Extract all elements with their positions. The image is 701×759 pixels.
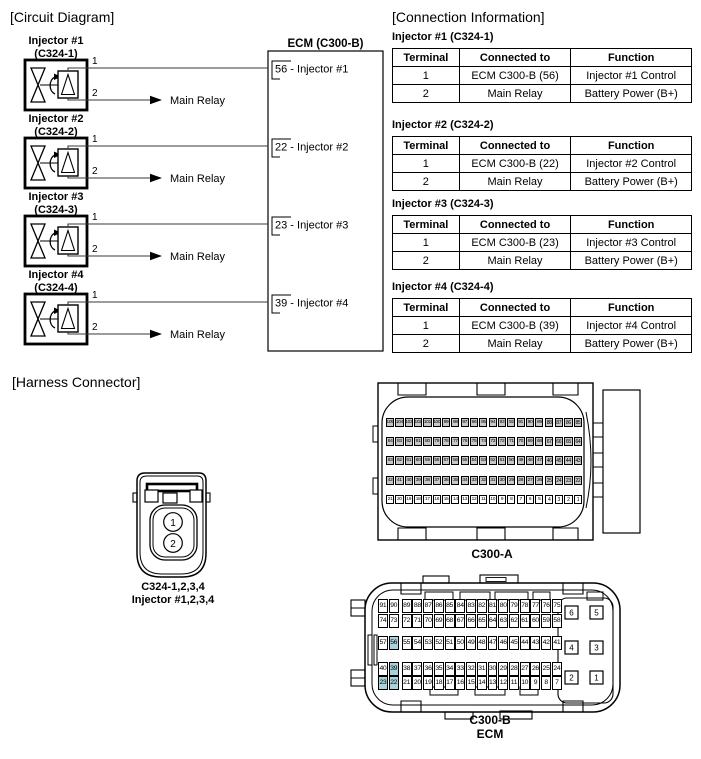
pin-22: 22 [389, 676, 399, 690]
pin-35: 35 [453, 478, 458, 483]
pin-72: 72 [499, 439, 505, 444]
pin-47: 47 [488, 636, 498, 650]
main-relay-label: Main Relay [170, 329, 226, 341]
cell-connected-to: Main Relay [459, 252, 571, 270]
pin-71: 71 [508, 439, 514, 444]
pin-105: 105 [386, 420, 394, 425]
pin-2: 2 [564, 495, 572, 504]
pin-11: 11 [481, 497, 486, 502]
pin-4: 4 [545, 495, 553, 504]
pin-46: 46 [546, 457, 552, 464]
pin-47: 47 [536, 458, 542, 463]
pin-29: 29 [498, 662, 508, 676]
pin-87: 87 [423, 599, 433, 613]
pin-80: 80 [498, 599, 508, 613]
injector-2-connector: (C324-2) [34, 126, 78, 138]
pin-101: 101 [423, 420, 431, 425]
col-header: Function [571, 216, 692, 234]
pin-28: 28 [518, 478, 524, 483]
pin1-label: 1 [92, 290, 98, 301]
pin-32: 32 [466, 662, 476, 676]
pin-65: 65 [565, 438, 571, 445]
table-heading: Injector #4 (C324-4) [392, 281, 494, 293]
pin-70: 70 [423, 614, 433, 628]
pin-21: 21 [387, 497, 393, 502]
pin-28: 28 [509, 662, 519, 676]
pin-89: 89 [536, 420, 542, 425]
connection-block-injector-4 [392, 281, 692, 353]
pin2-label: 2 [92, 244, 98, 255]
col-header: Function [571, 49, 692, 67]
pin-83: 83 [466, 599, 476, 613]
pin-54: 54 [412, 636, 422, 650]
pin-74: 74 [481, 439, 486, 444]
pin-46: 46 [498, 636, 508, 650]
injector-3-connector: (C324-3) [34, 204, 78, 216]
pin-75: 75 [471, 439, 477, 444]
pin-49: 49 [518, 458, 524, 463]
pin-82: 82 [477, 599, 487, 613]
c300a-label: C300-A [471, 547, 513, 561]
pin-79: 79 [509, 599, 519, 613]
ecm-pin-callout: 22 - Injector #2 [275, 141, 349, 154]
pin-52: 52 [490, 458, 496, 463]
pin-81: 81 [488, 599, 498, 613]
pin-16: 16 [455, 676, 465, 690]
connection-table [392, 48, 692, 103]
pin-30: 30 [488, 662, 498, 676]
pin-25: 25 [546, 477, 552, 484]
cell-connected-to: Main Relay [459, 335, 571, 353]
table-heading: Injector #3 (C324-3) [392, 198, 494, 210]
ecm-pin-callout: 39 - Injector #4 [275, 297, 349, 310]
pin-63: 63 [387, 458, 393, 463]
pin-62: 62 [509, 614, 519, 628]
c300b-sublabel: ECM [476, 727, 504, 741]
pin-69: 69 [434, 614, 444, 628]
pin-7: 7 [552, 676, 562, 690]
pin-52: 52 [434, 636, 444, 650]
pin-96: 96 [471, 420, 477, 425]
pin-64: 64 [488, 614, 498, 628]
cell-connected-to: ECM C300-B (56) [459, 67, 571, 85]
pin-87: 87 [556, 419, 562, 426]
cell-terminal: 1 [393, 234, 460, 252]
pin-3: 3 [555, 495, 563, 504]
pin-15: 15 [443, 497, 449, 502]
pin-50: 50 [508, 458, 514, 463]
pin-60: 60 [530, 614, 540, 628]
c324-connector-drawing [120, 455, 230, 587]
table-heading: Injector #2 (C324-2) [392, 119, 494, 131]
pin-17: 17 [445, 676, 455, 690]
pin-54: 54 [471, 458, 477, 463]
connection-table [392, 215, 692, 270]
cell-function: Battery Power (B+) [571, 335, 692, 353]
pin-36: 36 [423, 662, 433, 676]
pin-58: 58 [552, 614, 562, 628]
col-header: Terminal [393, 299, 460, 317]
pin-104: 104 [395, 420, 403, 425]
pin-93: 93 [499, 420, 505, 425]
pin-76: 76 [462, 439, 468, 444]
pin-77: 77 [453, 439, 458, 444]
pin-40: 40 [406, 478, 412, 483]
pin-35: 35 [434, 662, 444, 676]
cell-function: Injector #3 Control [571, 234, 692, 252]
col-header: Connected to [459, 299, 571, 317]
pin-70: 70 [518, 439, 524, 444]
pin-27: 27 [520, 662, 530, 676]
pin-86: 86 [434, 599, 444, 613]
pin-38: 38 [402, 662, 412, 676]
pin-27: 27 [527, 478, 533, 483]
pin-29: 29 [508, 478, 514, 483]
main-relay-label: Main Relay [170, 251, 226, 263]
pin-18: 18 [434, 676, 444, 690]
cell-connected-to: Main Relay [459, 173, 571, 191]
col-header: Connected to [459, 137, 571, 155]
injector-2-group [25, 113, 348, 188]
pin-24: 24 [552, 662, 562, 676]
pin-84: 84 [455, 599, 465, 613]
big-pin-2-label: 2 [569, 673, 574, 683]
pin-90: 90 [527, 420, 533, 425]
ecm-pin-callout: 56 - Injector #1 [275, 63, 349, 76]
pin-72: 72 [402, 614, 412, 628]
pin1-label: 1 [92, 212, 98, 223]
pin-14: 14 [453, 497, 458, 502]
circuit-diagram-title: [Circuit Diagram] [10, 9, 115, 25]
pin-61: 61 [406, 458, 412, 463]
pin-7: 7 [517, 495, 525, 504]
pin-88: 88 [546, 419, 552, 426]
col-header: Terminal [393, 216, 460, 234]
pin-51: 51 [445, 636, 455, 650]
pin-67: 67 [546, 438, 552, 445]
pin-97: 97 [462, 420, 468, 425]
pin2-label: 2 [92, 322, 98, 333]
cell-function: Injector #2 Control [571, 155, 692, 173]
pin-57: 57 [443, 458, 449, 463]
pin-31: 31 [490, 478, 496, 483]
pin1-label: 1 [92, 56, 98, 67]
pin-82: 82 [406, 439, 412, 444]
pin-89: 89 [402, 599, 412, 613]
pin-100: 100 [433, 420, 441, 425]
c300b-label: C300-B [469, 713, 511, 727]
pin-18: 18 [415, 497, 421, 502]
pin-17: 17 [425, 497, 430, 502]
terminal-2-label: 2 [170, 538, 176, 550]
pin-42: 42 [541, 636, 551, 650]
pin-44: 44 [565, 457, 571, 464]
pin-19: 19 [406, 497, 412, 502]
pin-78: 78 [520, 599, 530, 613]
pin-40: 40 [378, 662, 388, 676]
pin-12: 12 [471, 497, 477, 502]
injector-2-name: Injector #2 [28, 113, 84, 125]
pin-45: 45 [556, 457, 562, 464]
pin-8: 8 [541, 676, 551, 690]
pin-66: 66 [466, 614, 476, 628]
pin-9: 9 [530, 676, 540, 690]
big-pin-4-label: 4 [569, 643, 574, 653]
pin-24: 24 [556, 477, 562, 484]
pin-36: 36 [443, 478, 449, 483]
pin-43: 43 [575, 457, 581, 464]
pin-31: 31 [477, 662, 487, 676]
connection-table [392, 136, 692, 191]
pin-99: 99 [443, 420, 449, 425]
pin-19: 19 [423, 676, 433, 690]
pin-80: 80 [425, 439, 430, 444]
pin-67: 67 [455, 614, 465, 628]
pin-20: 20 [412, 676, 422, 690]
cell-terminal: 2 [393, 85, 460, 103]
pin-15: 15 [466, 676, 476, 690]
pin-59: 59 [425, 458, 430, 463]
col-header: Terminal [393, 137, 460, 155]
injector-4-connector: (C324-4) [34, 282, 78, 294]
pin-41: 41 [397, 478, 402, 483]
cell-function: Injector #4 Control [571, 317, 692, 335]
pin2-label: 2 [92, 88, 98, 99]
pin-11: 11 [509, 676, 519, 690]
pin-59: 59 [541, 614, 551, 628]
pin-8: 8 [507, 495, 515, 504]
pin-34: 34 [445, 662, 455, 676]
cell-terminal: 1 [393, 155, 460, 173]
pin-77: 77 [530, 599, 540, 613]
pin-88: 88 [412, 599, 422, 613]
injector-4-name: Injector #4 [28, 269, 84, 281]
pin-92: 92 [508, 420, 514, 425]
cell-connected-to: ECM C300-B (22) [459, 155, 571, 173]
pin-32: 32 [481, 478, 486, 483]
injector-symbol [25, 216, 268, 266]
pin-1: 1 [574, 495, 582, 504]
pin-73: 73 [490, 439, 496, 444]
injector-symbol [25, 294, 268, 344]
pin-21: 21 [402, 676, 412, 690]
pin-63: 63 [498, 614, 508, 628]
cell-terminal: 2 [393, 252, 460, 270]
pin-81: 81 [415, 439, 421, 444]
pin-41: 41 [552, 636, 562, 650]
pin-9: 9 [498, 495, 506, 504]
cell-connected-to: Main Relay [459, 85, 571, 103]
table-heading: Injector #1 (C324-1) [392, 31, 494, 43]
pin2-label: 2 [92, 166, 98, 177]
pin-23: 23 [565, 477, 571, 484]
pin-30: 30 [499, 478, 505, 483]
pin-43: 43 [530, 636, 540, 650]
cell-connected-to: ECM C300-B (23) [459, 234, 571, 252]
pin-94: 94 [490, 420, 496, 425]
pin-74: 74 [378, 614, 388, 628]
pin-56: 56 [389, 636, 399, 650]
ecm-pin-callout: 23 - Injector #3 [275, 219, 349, 232]
pin-91: 91 [378, 599, 388, 613]
big-pin-5-label: 5 [594, 608, 599, 618]
pin-69: 69 [527, 439, 533, 444]
main-relay-label: Main Relay [170, 173, 226, 185]
pin-55: 55 [402, 636, 412, 650]
injector-1-connector: (C324-1) [34, 48, 78, 60]
pin-5: 5 [535, 495, 543, 504]
pin-84: 84 [387, 439, 393, 444]
injector-4-group [25, 269, 348, 344]
pin-39: 39 [389, 662, 399, 676]
harness-connector-title: [Harness Connector] [12, 374, 141, 390]
pin-49: 49 [466, 636, 476, 650]
big-pin-3-label: 3 [594, 643, 599, 653]
pin-65: 65 [477, 614, 487, 628]
pin1-label: 1 [92, 134, 98, 145]
big-pin-1-label: 1 [594, 673, 599, 683]
pin-53: 53 [481, 458, 486, 463]
pin-60: 60 [415, 458, 421, 463]
pin-16: 16 [434, 497, 440, 502]
pin-44: 44 [520, 636, 530, 650]
cell-function: Battery Power (B+) [571, 85, 692, 103]
col-header: Connected to [459, 49, 571, 67]
connection-block-injector-3 [392, 198, 692, 270]
c324-caption-line1: C324-1,2,3,4 [141, 581, 205, 593]
pin-13: 13 [488, 676, 498, 690]
pin-71: 71 [412, 614, 422, 628]
pin-68: 68 [445, 614, 455, 628]
pin-10: 10 [490, 497, 496, 502]
cell-function: Injector #1 Control [571, 67, 692, 85]
main-relay-label: Main Relay [170, 95, 226, 107]
pin-51: 51 [499, 458, 505, 463]
cell-function: Battery Power (B+) [571, 252, 692, 270]
pin-56: 56 [453, 458, 458, 463]
pin-45: 45 [509, 636, 519, 650]
pin-102: 102 [414, 420, 422, 425]
pin-91: 91 [518, 420, 524, 425]
pin-76: 76 [541, 599, 551, 613]
pin-78: 78 [443, 439, 449, 444]
col-header: Terminal [393, 49, 460, 67]
pin-39: 39 [415, 478, 421, 483]
pin-103: 103 [405, 420, 413, 425]
pin-20: 20 [397, 497, 402, 502]
pin-42: 42 [387, 478, 393, 483]
pin-68: 68 [536, 439, 542, 444]
cell-function: Battery Power (B+) [571, 173, 692, 191]
pin-85: 85 [445, 599, 455, 613]
cell-terminal: 2 [393, 173, 460, 191]
pin-90: 90 [389, 599, 399, 613]
injector-symbol [25, 138, 268, 188]
pin-37: 37 [434, 478, 440, 483]
circuit-diagram-svg [0, 0, 390, 372]
pin-14: 14 [477, 676, 487, 690]
pin-37: 37 [412, 662, 422, 676]
pin-55: 55 [462, 458, 468, 463]
col-header: Connected to [459, 216, 571, 234]
injector-3-group [25, 191, 348, 266]
pin-22: 22 [575, 477, 581, 484]
pin-86: 86 [565, 419, 571, 426]
injector-symbol [25, 60, 268, 110]
cell-terminal: 1 [393, 317, 460, 335]
cell-terminal: 2 [393, 335, 460, 353]
connection-block-injector-2 [392, 119, 692, 191]
pin-83: 83 [397, 439, 402, 444]
cell-connected-to: ECM C300-B (39) [459, 317, 571, 335]
injector-3-name: Injector #3 [28, 191, 84, 203]
c300a-connector-drawing [350, 378, 650, 556]
pin-79: 79 [434, 439, 440, 444]
pin-25: 25 [541, 662, 551, 676]
big-pin-6-label: 6 [569, 608, 574, 618]
pin-48: 48 [477, 636, 487, 650]
pin-58: 58 [434, 458, 440, 463]
pin-75: 75 [552, 599, 562, 613]
col-header: Function [571, 299, 692, 317]
pin-85: 85 [575, 419, 581, 426]
pin-13: 13 [462, 497, 468, 502]
pin-73: 73 [389, 614, 399, 628]
pin-34: 34 [462, 478, 468, 483]
pin-38: 38 [425, 478, 430, 483]
pin-98: 98 [453, 420, 458, 425]
ecm-title: ECM (C300-B) [287, 38, 364, 50]
pin-95: 95 [481, 420, 486, 425]
pin-6: 6 [526, 495, 534, 504]
pin-26: 26 [536, 478, 542, 483]
pin-50: 50 [455, 636, 465, 650]
pin-64: 64 [575, 438, 581, 445]
injector-1-name: Injector #1 [28, 35, 84, 47]
pin-23: 23 [378, 676, 388, 690]
c324-caption-line2: Injector #1,2,3,4 [131, 594, 215, 606]
col-header: Function [571, 137, 692, 155]
pin-33: 33 [455, 662, 465, 676]
pin-26: 26 [530, 662, 540, 676]
pin-57: 57 [378, 636, 388, 650]
pin-33: 33 [471, 478, 477, 483]
pin-48: 48 [527, 458, 533, 463]
cell-terminal: 1 [393, 67, 460, 85]
pin-61: 61 [520, 614, 530, 628]
pin-10: 10 [520, 676, 530, 690]
pin-62: 62 [397, 458, 402, 463]
connection-information-title: [Connection Information] [392, 9, 545, 25]
pin-12: 12 [498, 676, 508, 690]
pin-66: 66 [556, 438, 562, 445]
connection-table [392, 298, 692, 353]
side-lock [603, 390, 640, 533]
pin-53: 53 [423, 636, 433, 650]
terminal-1-label: 1 [170, 517, 176, 529]
connection-block-injector-1 [392, 31, 692, 103]
